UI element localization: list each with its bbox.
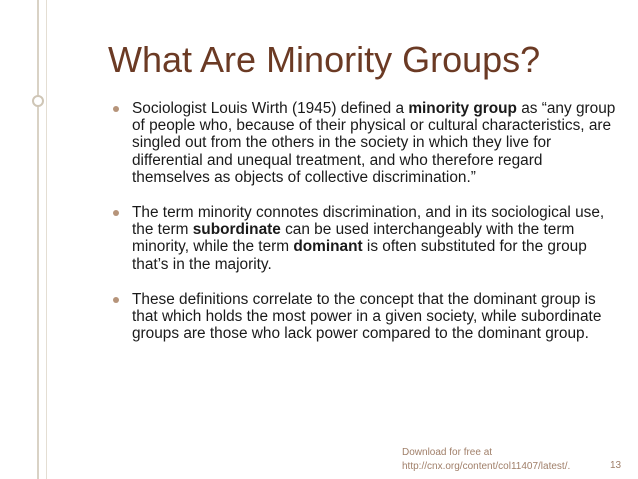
- bullet-list: [113, 100, 618, 360]
- decorative-ring-icon: [32, 95, 44, 107]
- bullet-text-part: can be used interchangeably with the term minority, while the term: [132, 221, 575, 256]
- footer-source: [402, 446, 570, 474]
- bullet-dot-icon: [113, 106, 119, 112]
- bullet-text-part: is often substituted for the group that’s in the majority.: [132, 238, 587, 273]
- bullet-text-part: The term minority connotes discrimination, and in its sociological use, the term: [132, 204, 605, 239]
- bullet-text-bold: minority group: [408, 100, 517, 117]
- bullet-item: [113, 204, 618, 273]
- bullet-dot-icon: [113, 210, 119, 216]
- footer-source-link[interactable]: http://cnx.org/content/col11407/latest/.: [402, 461, 571, 472]
- decorative-vertical-line: [37, 0, 39, 479]
- bullet-text-bold: subordinate: [192, 221, 281, 239]
- footer-source-line1: Download for free at: [402, 447, 493, 458]
- bullet-item: [113, 291, 618, 343]
- bullet-item: [113, 100, 618, 186]
- decorative-vertical-line-inner: [46, 0, 47, 479]
- bullet-dot-icon: [113, 297, 119, 303]
- bullet-text-part: These definitions correlate to the concept that the dominant group is that which holds the most power in a given society, while subordinate groups are those who lack power compared to the dominant group.: [132, 290, 602, 343]
- slide-title: What Are Minority Groups?: [108, 39, 541, 80]
- bullet-text-bold: dominant: [293, 238, 363, 256]
- bullet-text-part: Sociologist Louis Wirth (1945) defined a: [132, 100, 409, 117]
- page-number: 13: [610, 460, 622, 471]
- bullet-text-part: as “any group of people who, because of their physical or cultural characteristics, are singled out from the others in the society in which they live for differential and unequal treatment, and who therefore regard themselves as objects of collective discrimination.”: [132, 100, 616, 186]
